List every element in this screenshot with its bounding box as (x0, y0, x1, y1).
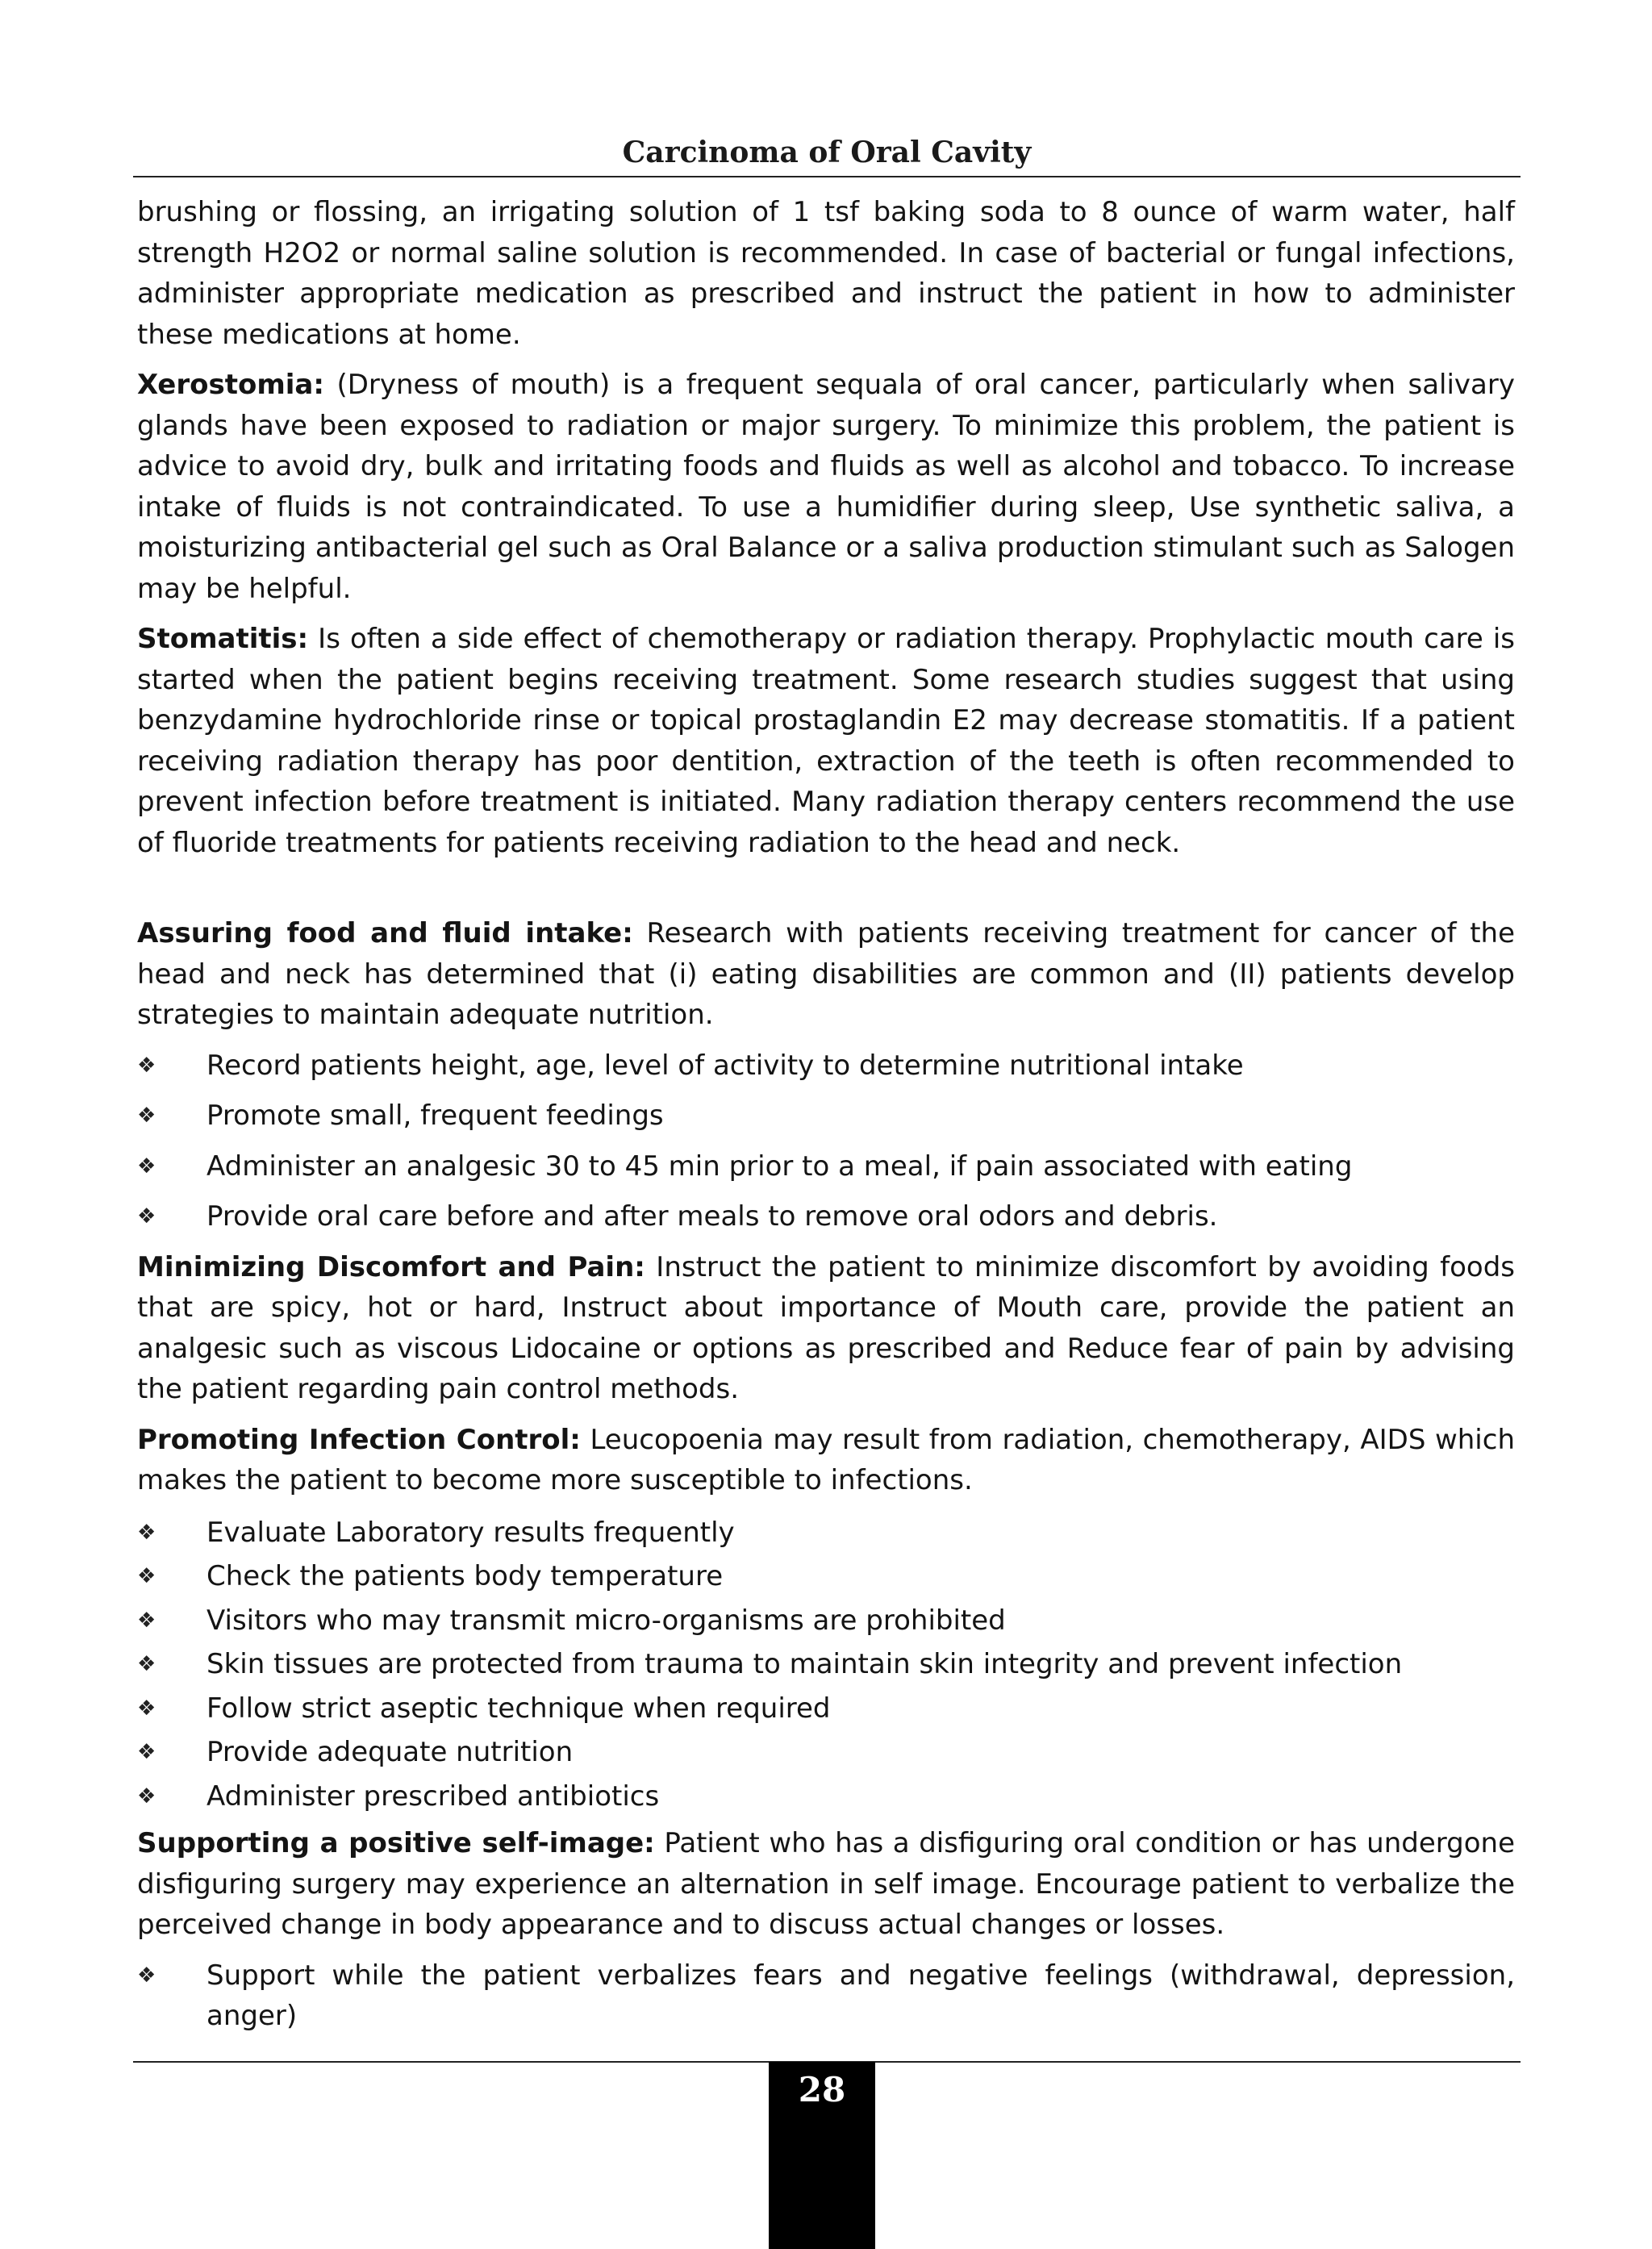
list-item (137, 1146, 1515, 1187)
list-item-text: Administer an analgesic 30 to 45 min prior to a meal, if pain associated with eating (206, 1150, 1353, 1183)
paragraph-lead-food-fluid: Assuring food and fluid intake: (137, 917, 633, 949)
bullet-list-infection (137, 1511, 1515, 1819)
page-number-tab (769, 2062, 875, 2249)
paragraph-xerostomia (137, 365, 1515, 609)
list-item-text: Provide adequate nutrition (206, 1736, 574, 1768)
diamond-flower-bullet-icon: ❖ (137, 1696, 156, 1721)
diamond-flower-bullet-icon: ❖ (137, 1963, 156, 1988)
diamond-flower-bullet-icon: ❖ (137, 1104, 156, 1128)
paragraph-stomatitis (137, 619, 1515, 863)
list-item-text: Follow strict aseptic technique when required (206, 1692, 831, 1725)
list-item-text: Check the patients body temperature (206, 1560, 724, 1592)
paragraph-self-image (137, 1823, 1515, 1946)
list-item-text: Administer prescribed antibiotics (206, 1780, 660, 1813)
running-header-title: Carcinoma of Oral Cavity (622, 136, 1032, 169)
list-item (137, 1775, 1515, 1819)
list-item (137, 1955, 1515, 2037)
list-item-text: Promote small, frequent feedings (206, 1099, 664, 1132)
list-item-text: Provide oral care before and after meals to remove oral odors and debris. (206, 1200, 1218, 1233)
diamond-flower-bullet-icon: ❖ (137, 1740, 156, 1764)
list-item-text: Visitors who may transmit micro-organisms are prohibited (206, 1604, 1006, 1637)
paragraph-text-infection: Leucopoenia may result from radiation, chemotherapy, AIDS which makes the patient to become more susceptible to infections. (137, 1423, 1515, 1496)
page-number: 28 (798, 2070, 846, 2109)
list-item (137, 1196, 1515, 1237)
body-text (137, 192, 1515, 2042)
paragraph-discomfort (137, 1247, 1515, 1410)
diamond-flower-bullet-icon: ❖ (137, 1204, 156, 1229)
diamond-flower-bullet-icon: ❖ (137, 1564, 156, 1588)
list-item (137, 1511, 1515, 1555)
diamond-flower-bullet-icon: ❖ (137, 1520, 156, 1545)
header-rule (133, 176, 1521, 177)
paragraph-text-stomatitis: Is often a side effect of chemotherapy or radiation therapy. Prophylactic mouth care is started when the patient begins receiving treatment. Some research studies suggest that using benzydamine hydrochloride rinse or topical prostaglandin E2 may decrease stomatitis. If a patient receiving radiation therapy has poor dentition, extraction of the teeth is often recommended to prevent infection before treatment is initiated. Many radiation therapy centers recommend the use of fluoride treatments for patients receiving radiation to the head and neck. (137, 623, 1515, 859)
diamond-flower-bullet-icon: ❖ (137, 1053, 156, 1078)
paragraph-infection (137, 1420, 1515, 1501)
list-item (137, 1095, 1515, 1137)
bullet-list-food-fluid (137, 1045, 1515, 1237)
paragraph-lead-stomatitis: Stomatitis: (137, 623, 309, 655)
list-item (137, 1045, 1515, 1087)
paragraph-lead-xerostomia: Xerostomia: (137, 369, 324, 401)
diamond-flower-bullet-icon: ❖ (137, 1784, 156, 1809)
list-item (137, 1599, 1515, 1643)
list-item-text: Support while the patient verbalizes fears and negative feelings (withdrawal, depression, anger) (206, 1959, 1515, 2032)
paragraph-lead-infection: Promoting Infection Control: (137, 1423, 581, 1456)
paragraph-text-food-fluid: Research with patients receiving treatment for cancer of the head and neck has determined that (i) eating disabilities are common and (II) patients develop strategies to maintain adequate nutrition. (137, 917, 1515, 1031)
list-item (137, 1554, 1515, 1599)
diamond-flower-bullet-icon: ❖ (137, 1154, 156, 1179)
paragraph-text-discomfort: Instruct the patient to minimize discomfort by avoiding foods that are spicy, hot or hard, Instruct about importance of Mouth care, provide the patient an analgesic such as viscous Lidocaine or options as prescribed and Reduce fear of pain by advising the patient regarding pain control methods. (137, 1250, 1515, 1405)
list-item-text: Evaluate Laboratory results frequently (206, 1516, 735, 1549)
paragraph-text-self-image: Patient who has a disfiguring oral condition or has undergone disfiguring surgery may experience an alternation in self image. Encourage patient to verbalize the perceived change in body appearance and to discuss actual changes or losses. (137, 1827, 1515, 1941)
paragraph-lead-self-image: Supporting a positive self-image: (137, 1827, 655, 1859)
diamond-flower-bullet-icon: ❖ (137, 1652, 156, 1676)
list-item-text: Skin tissues are protected from trauma to maintain skin integrity and prevent infection (206, 1648, 1403, 1680)
list-item (137, 1687, 1515, 1731)
diamond-flower-bullet-icon: ❖ (137, 1608, 156, 1633)
paragraph-lead-discomfort: Minimizing Discomfort and Pain: (137, 1250, 645, 1283)
bullet-list-self-image (137, 1955, 1515, 2037)
paragraph-intro: brushing or flossing, an irrigating solution of 1 tsf baking soda to 8 ounce of warm water, half strength H2O2 or normal saline solution is recommended. In case of bacterial or fungal infections, administer appropriate medication as prescribed and instruct the patient in how to administer these medications at home. (137, 196, 1515, 351)
list-item (137, 1730, 1515, 1775)
paragraph-food-fluid (137, 913, 1515, 1036)
list-item-text: Record patients height, age, level of activity to determine nutritional intake (206, 1049, 1244, 1082)
list-item (137, 1642, 1515, 1687)
paragraph-text-xerostomia: (Dryness of mouth) is a frequent sequala of oral cancer, particularly when salivary glands have been exposed to radiation or major surgery. To minimize this problem, the patient is advice to avoid dry, bulk and irritating foods and fluids as well as alcohol and tobacco. To increase intake of fluids is not contraindicated. To use a humidifier during sleep, Use synthetic saliva, a moisturizing antibacterial gel such as Oral Balance or a saliva production stimulant such as Salogen may be helpful. (137, 369, 1515, 605)
